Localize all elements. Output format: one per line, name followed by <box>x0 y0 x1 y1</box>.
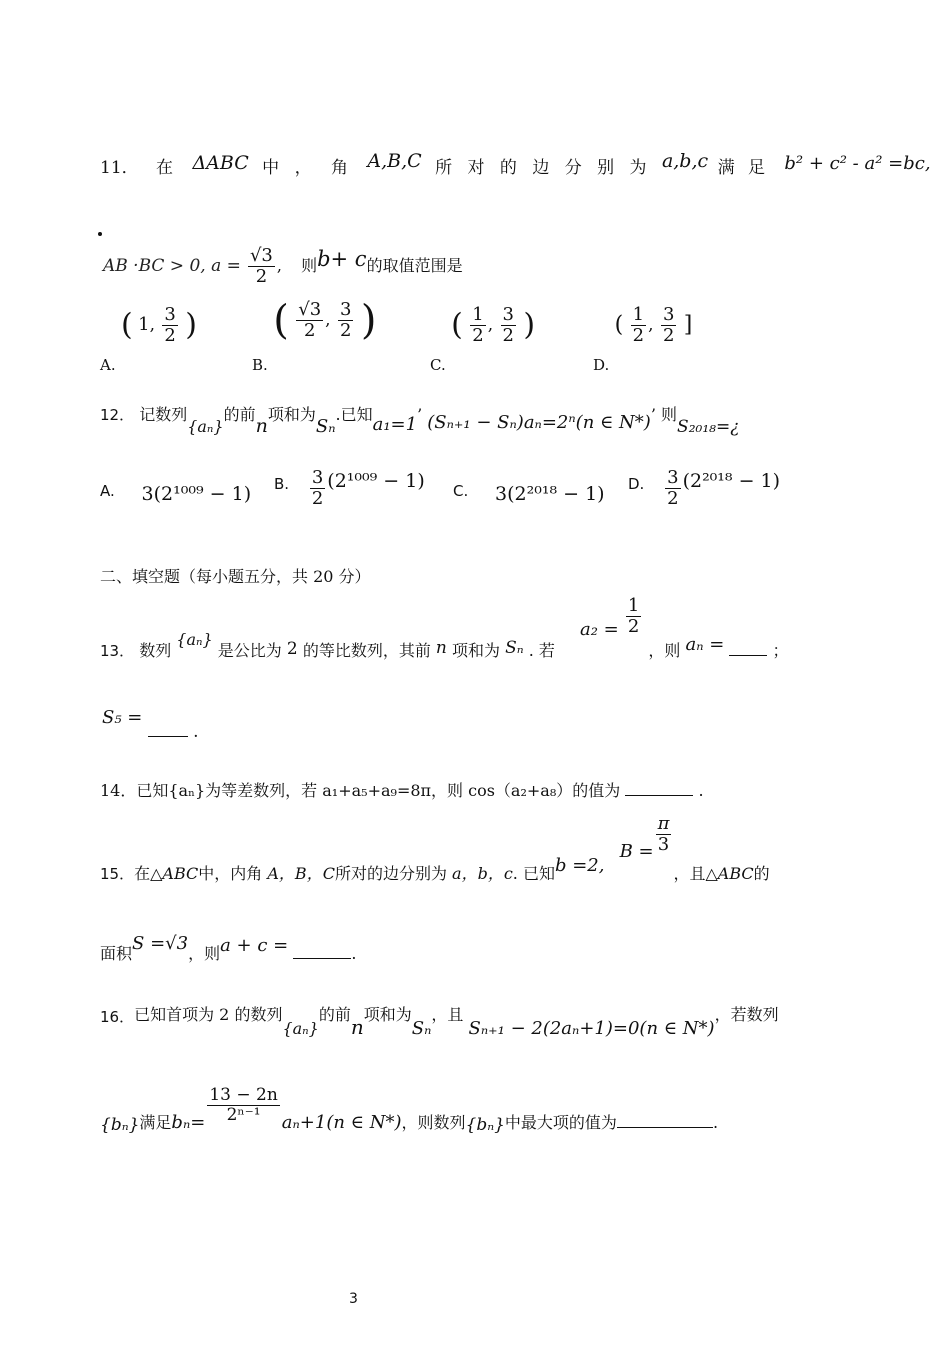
page-number: 3 <box>349 1291 358 1307</box>
section-heading: 二、填空题（每小题五分，共 20 分） <box>100 567 371 586</box>
q16-line1: 16．已知首项为 2 的数列{aₙ}的前n项和为Sₙ，且 Sₙ₊₁ − 2(2aₙ+1)=0(n ∈ N*)，若数列 <box>100 1005 779 1039</box>
q11-option-c[interactable]: C. ( $\frac{1}{2}$ , $\frac{3}{2}$ ) <box>430 304 536 374</box>
q13-line1: 13． 数列 {aₙ} 是公比为 2 的等比数列，其前 n 项和为 Sₙ . 若 a₂ = $\frac{1}{2}$ ，则 aₙ = ； <box>100 595 789 660</box>
q13-answer-blank-1[interactable] <box>729 641 767 656</box>
q12-option-b[interactable]: B. $\frac{3}{2}$ (2¹⁰⁰⁹ − 1) <box>274 467 425 509</box>
q16-line2: {bₙ}满足bₙ= $\frac{13 - 2n}{\text{2ⁿ⁻¹}}$ aₙ+1(n ∈ N*)，则数列{bₙ}中最大项的值为 . <box>100 1085 719 1135</box>
q12-option-a[interactable]: A. 3(2¹⁰⁰⁹ − 1) <box>100 482 252 505</box>
q12-stem: 12． 记数列{aₙ}的前n项和为Sₙ.已知a₁=1’ (Sₙ₊₁ − Sₙ)aₙ=2ⁿ(n ∈ N*)’ 则S₂₀₁₈=¿ <box>100 405 740 437</box>
q14-stem: 14．已知{aₙ}为等差数列，若 a₁+a₅+a₉=8π，则 cos（a₂+a₈）的值为 . <box>100 781 704 800</box>
q11-option-a[interactable]: A. ( 1, $\frac{3}{2}$ ) <box>100 304 197 374</box>
q15-line2: 面积S =√3，则a + c = . <box>100 933 357 963</box>
q15-number: 15． <box>100 864 135 883</box>
q14-answer-blank[interactable] <box>625 781 693 796</box>
q16-answer-blank[interactable] <box>617 1113 713 1128</box>
q11-option-d[interactable]: D. ( $\frac{1}{2}$ , $\frac{3}{2}$ ] <box>593 304 693 374</box>
q12-number: 12． <box>100 406 135 424</box>
q12-option-d[interactable]: D. $\frac{3}{2}$ (2²⁰¹⁸ − 1) <box>628 467 781 509</box>
q16-number: 16． <box>100 1008 135 1026</box>
q11-condition2: AB ·BC > 0, a = <box>103 255 241 276</box>
q13-answer-blank-2[interactable] <box>148 722 188 737</box>
q11-option-b[interactable]: B. ( $\frac{√3}{2}$ , $\frac{3}{2}$ ) <box>252 297 377 374</box>
q15-line1: 15．在△ABC中，内角 A，B，C所对的边分别为 a，b，c. 已知b =2, B = $\frac{\pi}{3}$ ，且△ABC的 <box>100 813 770 883</box>
q12-option-c[interactable]: C. 3(2²⁰¹⁸ − 1) <box>453 482 605 505</box>
q11-line1: 11． 在 ΔABC 中 ， 角 A,B,C 所 对 的 边 分 别 为 a,b,c 满 足 b² + c² - a² =bc, <box>100 150 931 178</box>
q11-number: 11． <box>100 158 139 178</box>
q15-answer-blank[interactable] <box>293 944 351 959</box>
q13-line2: S₅ = . <box>102 707 199 742</box>
q11-a-fraction: $\frac{√3}{2}$ <box>249 245 273 287</box>
q11-line2: AB ·BC > 0, a = $\frac{√3}{2}$ , 则b+ c的取值范围是 <box>103 245 463 287</box>
q11-sides: a,b,c <box>661 150 709 172</box>
q11-ask-expr: b+ c <box>317 246 367 271</box>
q16-condition: Sₙ₊₁ − 2(2aₙ+1)=0(n ∈ N*) <box>468 1018 715 1039</box>
q13-number: 13． <box>100 641 135 660</box>
q11-condition1: b² + c² - a² =bc, <box>784 153 931 174</box>
bullet-mark <box>98 232 102 236</box>
q11-triangle: ΔABC <box>192 152 249 174</box>
q16-fraction: $\frac{13 - 2n}{\text{2ⁿ⁻¹}}$ <box>209 1085 278 1125</box>
q12-condition: (Sₙ₊₁ − Sₙ)aₙ=2ⁿ(n ∈ N*) <box>427 412 651 433</box>
q11-angles: A,B,C <box>367 150 422 172</box>
q12-ask: S₂₀₁₈=¿ <box>677 417 740 437</box>
